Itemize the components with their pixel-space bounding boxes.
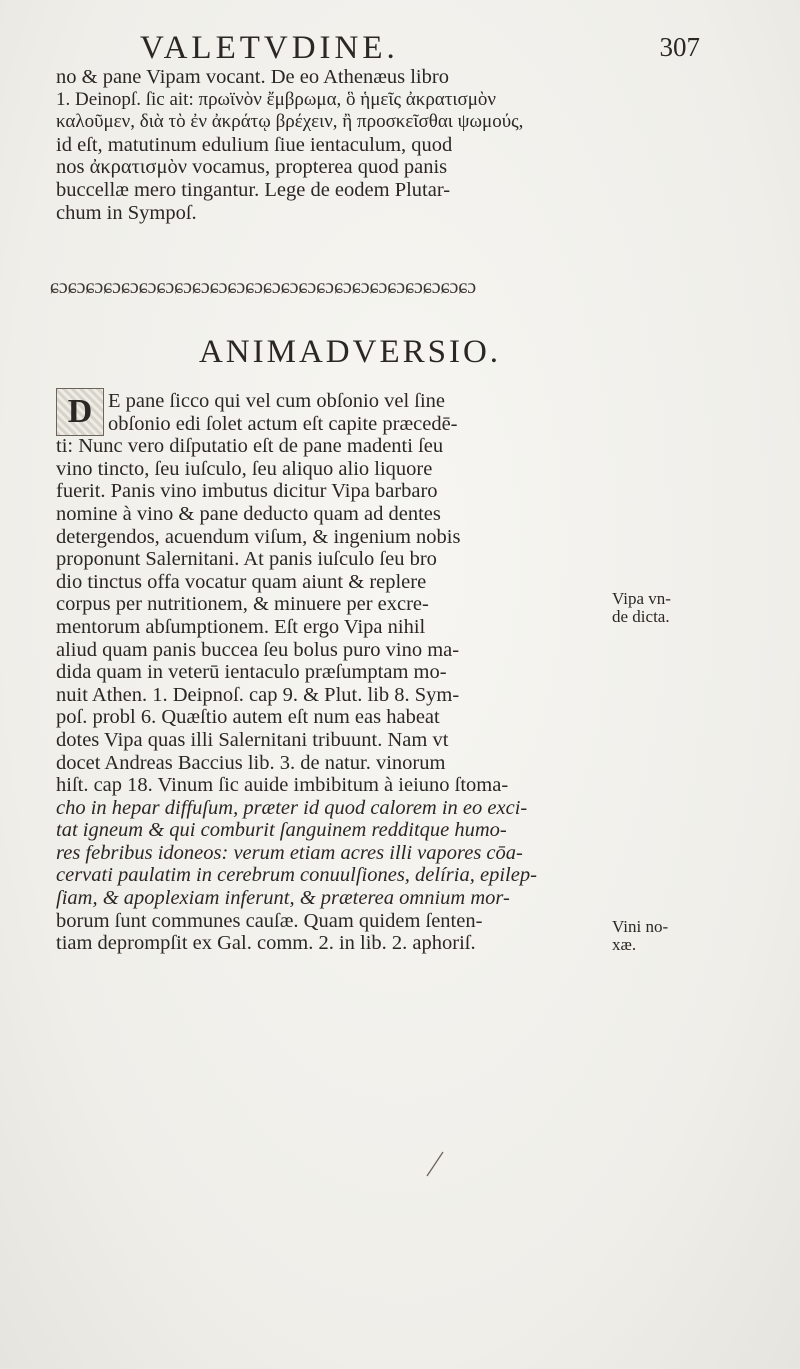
text-line: buccellæ mero tingantur. Lege de eodem Plutar-: [56, 178, 451, 201]
text-line: hiſt. cap 18. Vinum ſic auide imbibitum à ieiuno ſtoma-: [56, 774, 509, 797]
text-line: καλοῦμεν, διὰ τὸ ἐν ἀκράτῳ βρέχειν, ἢ προσκεῖσθαι ψωμούς,: [56, 111, 524, 133]
text-line: 1. Deinopſ. ſic ait: πρωϊνὸν ἔμβρωμα, ὃ ἡμεῖς ἀκρατισμὸν: [56, 88, 497, 110]
text-line: corpus per nutritionem, & minuere per excre-: [56, 593, 429, 616]
text-line: tiam deprompſit ex Gal. comm. 2. in lib. 2. aphoriſ.: [56, 932, 476, 955]
text-line: obſonio edi ſolet actum eſt capite præcedē-: [108, 412, 458, 435]
text-line: dotes Vipa quas illi Salernitani tribuunt. Nam vt: [56, 728, 449, 751]
text-line: aliud quam panis buccea ſeu bolus puro vino ma-: [56, 638, 460, 661]
text-line: poſ. probl 6. Quæſtio autem eſt num eas habeat: [56, 706, 440, 729]
ornament-rule: ɕɔɕɔɕɔɕɔɕɔɕɔɕɔɕɔɕɔɕɔɕɔɕɔɕɔɕɔɕɔɕɔɕɔɕɔɕɔɕɔɕɔɕɔɕɔɕɔ: [50, 276, 477, 298]
text-line: cho in hepar diffuſum, præter id quod calorem in eo exci-: [56, 796, 528, 819]
text-line: id eſt, matutinum edulium ſiue ientaculum, quod: [56, 133, 453, 156]
text-line: nomine à vino & pane deducto quam ad dentes: [56, 502, 441, 525]
text-line: tat igneum & qui comburit ſanguinem redditque humo-: [56, 819, 507, 842]
text-line: borum ſunt communes cauſæ. Quam quidem ſenten-: [56, 909, 483, 932]
top-paragraph: [56, 66, 576, 224]
text-line: fuerit. Panis vino imbutus dicitur Vipa barbaro: [56, 480, 438, 503]
text-line: dida quam in veterū ientaculo præſumptam mo-: [56, 661, 447, 684]
running-head: [140, 30, 700, 70]
text-line: mentorum abſumptionem. Eſt ergo Vipa nihil: [56, 615, 426, 638]
page-number: 307: [659, 32, 700, 62]
margin-note-line: xæ.: [612, 935, 637, 954]
text-line: docet Andreas Baccius lib. 3. de natur. vinorum: [56, 751, 446, 774]
margin-note-vini: [612, 918, 708, 954]
text-line: vino tincto, ſeu iuſculo, ſeu aliquo alio liquore: [56, 457, 433, 480]
section-heading: ANIMADVERSIO.: [198, 334, 502, 370]
margin-note-line: Vipa vn-: [612, 589, 671, 608]
text-line: chum in Sympoſ.: [56, 201, 197, 224]
text-line: proponunt Salernitani. At panis iuſculo ſeu bro: [56, 548, 437, 571]
text-line: E pane ſicco qui vel cum obſonio vel ſine: [108, 390, 446, 412]
text-line: ſiam, & apoplexiam inferunt, & præterea omnium mor-: [56, 887, 510, 910]
margin-note-line: Vini no-: [612, 917, 669, 936]
stray-pen-mark: [424, 1150, 446, 1178]
main-paragraph: [56, 390, 576, 955]
margin-note-vipa: [612, 590, 708, 626]
text-line: nuit Athen. 1. Deipnoſ. cap 9. & Plut. lib 8. Sym-: [56, 683, 460, 706]
drop-cap-letter: D: [67, 393, 93, 430]
text-line: cervati paulatim in cerebrum conuulſiones, delíria, epilep-: [56, 864, 537, 887]
text-line: detergendos, acuendum viſum, & ingenium nobis: [56, 525, 461, 548]
text-line: ti: Nunc vero diſputatio eſt de pane madenti ſeu: [56, 435, 444, 458]
margin-note-line: de dicta.: [612, 607, 670, 626]
text-line: dio tinctus offa vocatur quam aiunt & replere: [56, 570, 427, 593]
text-line: no & pane Vipam vocant. De eo Athenæus libro: [56, 66, 449, 88]
text-line: nos ἀκρατισμὸν vocamus, propterea quod panis: [56, 156, 448, 179]
running-head-title: VALETVDINE.: [140, 30, 399, 66]
text-line: res febribus idoneos: verum etiam acres illi vapores cōa-: [56, 841, 523, 864]
